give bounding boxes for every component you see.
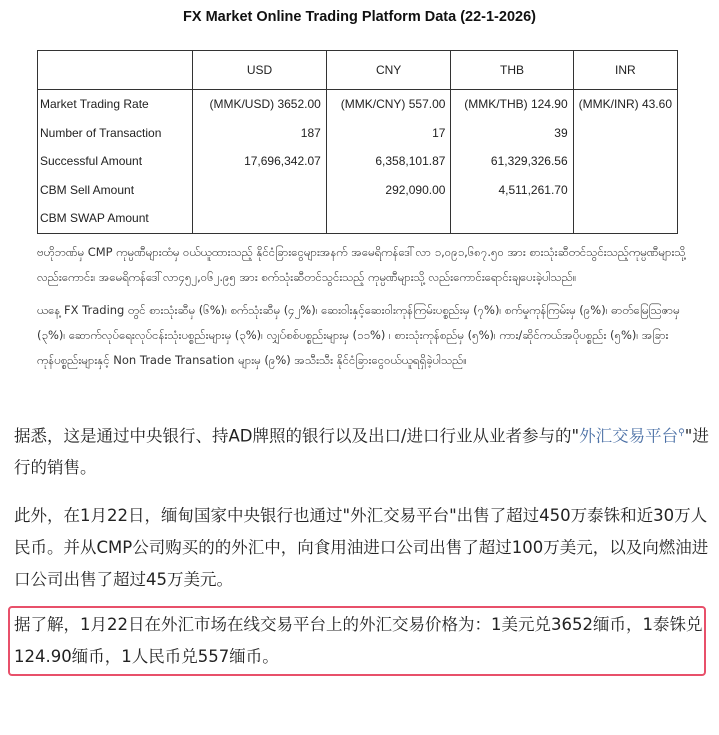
- chinese-paragraph-1: [14, 417, 709, 485]
- table-cell: [573, 147, 677, 176]
- table-row: [38, 119, 678, 148]
- table-header-row: [38, 51, 678, 90]
- table-cell: [573, 204, 677, 233]
- myanmar-paragraph-1: ဗဟိုဘဏ်မှ CMP ကုမ္ပဏီများထံမှ ဝယ်ယူထားသည့် နိုင်ငံခြားငွေများအနက် အမေရိကန်ဒေါ်လာ ၁,၀၉၁,၆၈၇.၅၀ အား စားသုံးဆီတင်သွင်းသည့်ကုမ္ပဏီများသို့လည်းကောင်း၊ အမေရိကန်ဒေါ်လာ၄၅၂,၀၆၂.၉၅ အား စက်သုံးဆီတင်သွင်းသည့် ကုမ္ပဏီများသို့ လည်းကောင်းရောင်းချပေးခဲ့ပါသည်။: [37, 244, 686, 284]
- table-cell: 17,696,342.07: [193, 147, 327, 176]
- table-cell: 61,329,326.56: [451, 147, 573, 176]
- fx-platform-link[interactable]: 外汇交易平台: [579, 426, 679, 445]
- myanmar-paragraph-2: ယနေ့ FX Trading တွင် စားသုံးဆီမှ (၆%)၊ စက်သုံးဆီမှ (၄၂%)၊ ဆေးဝါးနှင့်ဆေးဝါးကုန်ကြမ်းပစ္စည်းမှ (၇%)၊ စက်မှုကုန်ကြမ်းမှ (၉%)၊ ဓာတ်မြေဩဇာမှ (၃%)၊ ဆောက်လုပ်ရေးလုပ်ငန်းသုံးပစ္စည်းများမှ (၃%)၊ လျှပ်စစ်ပစ္စည်းများမှ (၁၁%) ၊ စားသုံးကုန်စည်မှ (၅%)၊ ကား/ဆိုင်ကယ်အပိုပစ္စည်း (၅%)၊ အခြားကုန်ပစ္စည်းများနှင့် Non Trade Transation များမှ (၉%) အသီးသီး နိုင်ငံခြားငွေဝယ်ယူရရှိခဲ့ပါသည်။: [37, 302, 680, 367]
- table-cell: [193, 204, 327, 233]
- row-label: Number of Transaction: [38, 119, 193, 148]
- table-row: [38, 176, 678, 205]
- row-label: CBM SWAP Amount: [38, 204, 193, 233]
- table-cell: [326, 204, 451, 233]
- search-icon[interactable]: ⚲: [678, 427, 685, 438]
- table-cell: [193, 176, 327, 205]
- chinese-paragraph-2: 此外，在1月22日，缅甸国家中央银行也通过"外汇交易平台"出售了超过450万泰铢和近30万人民币。并从CMP公司购买的的外汇中，向食用油进口公司出售了超过100万美元，以及向燃油进口公司出售了超过45万美元。: [14, 506, 709, 589]
- column-header: [38, 51, 193, 90]
- table-cell: 4,511,261.70: [451, 176, 573, 205]
- table-cell: (MMK/THB) 124.90: [451, 90, 573, 119]
- row-label: CBM Sell Amount: [38, 176, 193, 205]
- row-label: Market Trading Rate: [38, 90, 193, 119]
- table-row: [38, 147, 678, 176]
- column-header: CNY: [326, 51, 451, 90]
- table-cell: 17: [326, 119, 451, 148]
- table-cell: [573, 119, 677, 148]
- table-cell: 187: [193, 119, 327, 148]
- table-title: FX Market Online Trading Platform Data (22-1-2026): [183, 9, 536, 25]
- table-cell: 6,358,101.87: [326, 147, 451, 176]
- column-header: INR: [573, 51, 677, 90]
- highlight-box: [8, 606, 706, 676]
- table-row: [38, 90, 678, 119]
- column-header: USD: [193, 51, 327, 90]
- row-label: Successful Amount: [38, 147, 193, 176]
- table-cell: (MMK/CNY) 557.00: [326, 90, 451, 119]
- p1-text-before: 据悉，这是通过中央银行、持AD牌照的银行以及出口/进口行业从业者参与的": [14, 426, 580, 445]
- p1-text-after: "进行的销售。: [14, 426, 709, 477]
- table-body: [38, 90, 678, 234]
- column-header: THB: [451, 51, 573, 90]
- table-cell: 292,090.00: [326, 176, 451, 205]
- table-cell: (MMK/USD) 3652.00: [193, 90, 327, 119]
- table-cell: [573, 176, 677, 205]
- table-row: [38, 204, 678, 233]
- chinese-paragraph-3: 据了解，1月22日在外汇市场在线交易平台上的外汇交易价格为：1美元兑3652缅币，1泰铢兑124.90缅币，1人民币兑557缅币。: [14, 615, 703, 666]
- table-cell: 39: [451, 119, 573, 148]
- table-cell: [451, 204, 573, 233]
- table-cell: (MMK/INR) 43.60: [573, 90, 677, 119]
- fx-data-table: [37, 50, 678, 234]
